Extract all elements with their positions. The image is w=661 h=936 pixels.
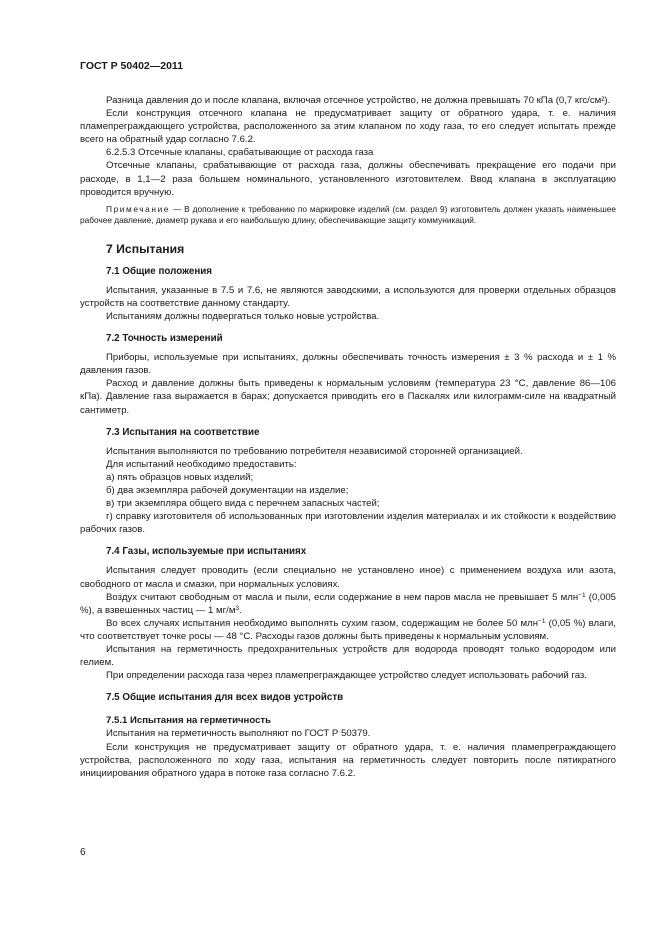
list-item: а) пять образцов новых изделий; (106, 471, 254, 483)
intro-paragraph: Отсечные клапаны, срабатывающие от расхода газа, должны обеспечивать прекращение его подачи при расходе, в 1,1—2 раза большем номинального, установленного изготовителем. Ввод клапана в эксплуатацию проводится вручную. (80, 160, 616, 198)
subsection-title: 7.2 Точность измерений (106, 333, 223, 345)
paragraph: Испытаниям должны подвергаться только новые устройства. (106, 310, 380, 322)
text-run: (0,005 %), а взвешенных частиц — 1 мг/м (80, 591, 617, 616)
list-item: б) два экземпляра рабочей документации на изделие; (106, 484, 349, 496)
subsection-title: 7.5 Общие испытания для всех видов устройств (106, 692, 344, 704)
document-body (80, 94, 616, 780)
paragraph: Испытания, указанные в 7.5 и 7.6, не являются заводскими, а используются для проверки отдельных образцов устройств на соответствие данному стандарту. (80, 284, 616, 309)
note-label: Примечание (106, 203, 171, 214)
superscript: −1 (578, 591, 586, 599)
paragraph: Расход и давление должны быть приведены к нормальным условиям (температура 23 °С, давление 86—106 кПа). Давление газа выражается в барах; допускается приводить его в Паскалях или килограмм-силе на квадратный сантиметр. (80, 378, 616, 416)
text-run: (0,05 %) влаги, что соответствует точке росы — 48 °С. Расходы газов должны быть приведены к нормальным условиям. (80, 617, 616, 642)
superscript: 3 (235, 604, 240, 612)
note-text: — В дополнение к требованию по маркировке изделий (см. раздел 9) изготовитель должен указать наименьшее рабочее давление, диаметр рукава и его наибольшую длину, обеспечивающие защиту коммуникаций. (80, 203, 616, 226)
note (80, 204, 616, 227)
paragraph: Если конструкция не предусматривает защиту от обратного удара, т. е. наличия пламепреграждающего устройства, расположенного по ходу газа, испытания на герметичность следует повторить после пятикратного инициирования обратного удара в потоке газа согласно 7.6.2. (80, 741, 616, 779)
paragraph: Испытания выполняются по требованию потребителя независимой сторонней организацией. (106, 445, 523, 457)
clause-heading: 6.2.5.3 Отсечные клапаны, срабатывающие от расхода газа (106, 147, 374, 159)
intro-paragraph: Если конструкция отсечного клапана не предусматривает защиту от обратного удара, т. е. наличия пламепреграждающего устройства, расположенного за этим клапаном по ходу газа, то его следует испытать прежде всего на обратный удар согласно 7.6.2. (80, 108, 616, 146)
paragraph (80, 591, 616, 617)
list-item: в) три экземпляра общего вида с перечнем запасных частей; (106, 498, 380, 510)
intro-paragraph: Разница давления до и после клапана, включая отсечное устройство, не должна превышать 70 кПа (0,7 кгс/см²). (106, 95, 611, 106)
list-item: г) справку изготовителя об использованных при изготовлении изделия материалах и их стойкости к воздействию рабочих газов. (80, 511, 616, 536)
text-run: Воздух считают свободным от масла и пыли, если содержание в нем паров масла не превышает 5 млн (106, 591, 579, 603)
paragraph: Испытания следует проводить (если специально не установлено иное) с применением воздуха или азота, свободного от масла и смазки, при нормальных условиях. (80, 565, 616, 590)
clause-title: 7.5.1 Испытания на герметичность (106, 715, 272, 727)
paragraph: Испытания на герметичность выполняют по ГОСТ Р 50379. (106, 728, 371, 740)
text-run: Во всех случаях испытания необходимо выполнять сухим газом, содержащим не более 50 млн (106, 617, 539, 629)
subsection-title: 7.4 Газы, используемые при испытаниях (106, 546, 307, 558)
subsection-title: 7.1 Общие положения (106, 265, 213, 277)
paragraph: При определении расхода газа через пламепреграждающее устройство следует использовать рабочий газ. (106, 670, 587, 682)
page-number: 6 (80, 847, 86, 858)
paragraph (80, 617, 616, 643)
paragraph: Приборы, используемые при испытаниях, должны обеспечивать точность измерения ± 3 % расхода и ± 1 % давления газов. (80, 352, 616, 377)
section-title: 7 Испытания (106, 241, 185, 256)
superscript: −1 (538, 617, 546, 625)
paragraph: Для испытаний необходимо предоставить: (106, 458, 297, 470)
subsection-title: 7.3 Испытания на соответствие (106, 426, 260, 438)
document-header: ГОСТ Р 50402—2011 (80, 60, 184, 72)
paragraph: Испытания на герметичность предохранительных устройств для водорода проводят только водородом или гелием. (80, 644, 616, 669)
text-run: . (239, 604, 242, 616)
